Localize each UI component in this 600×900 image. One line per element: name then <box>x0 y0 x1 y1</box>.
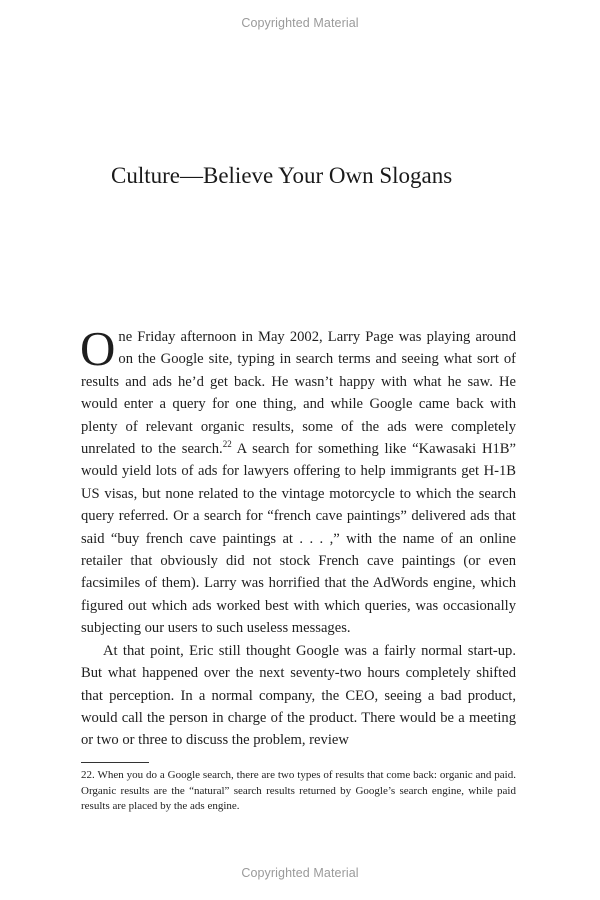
body-text <box>80 321 516 752</box>
paragraph-1-text-a: ne Friday afternoon in May 2002, Larry Page was playing around on the Google site, typing in search terms and seeing what sort of results and ads he’d get back. He wasn’t happy with what he saw. He would enter a query for one thing, and while Google came back with plenty of relevant organic results, some of the ads were completely unrelated to the search. <box>81 329 516 458</box>
copyright-watermark-bottom: Copyrighted Material <box>241 866 359 880</box>
footnote: 22. When you do a Google search, there are two types of results that come back: organic and paid. Organic results are the “natural” search results returned by Google’s search engine, while paid results are placed by the ads engine. <box>81 769 516 812</box>
copyright-watermark-top: Copyrighted Material <box>241 16 359 30</box>
footnote-reference[interactable]: 22 <box>222 439 232 450</box>
drop-cap: O <box>80 321 116 376</box>
footnote-divider <box>81 762 149 763</box>
paragraph-2: At that point, Eric still thought Google was a fairly normal start-up. But what happened over the next seventy-two hours completely shifted that perception. In a normal company, the CEO, seeing a bad product, would call the person in charge of the product. There would be a meeting or two or three to discuss the problem, review <box>81 642 516 749</box>
paragraph-1 <box>80 321 516 640</box>
paragraph-1-text-b: A search for something like “Kawasaki H1B” would yield lots of ads for lawyers offering to help immigrants get H-1B US visas, but none related to the vintage motorcycle to which the search query referred. Or a search for “french cave paintings” delivered ads that said “buy french cave paintings at . . . ,” with the name of an online retailer that obviously did not stock French cave paintings (or even facsimiles of them). Larry was horrified that the AdWords engine, which figured out which ads worked best with which queries, was occasionally subjecting our users to such useless messages. <box>81 441 516 637</box>
chapter-title: Culture—Believe Your Own Slogans <box>111 163 453 188</box>
